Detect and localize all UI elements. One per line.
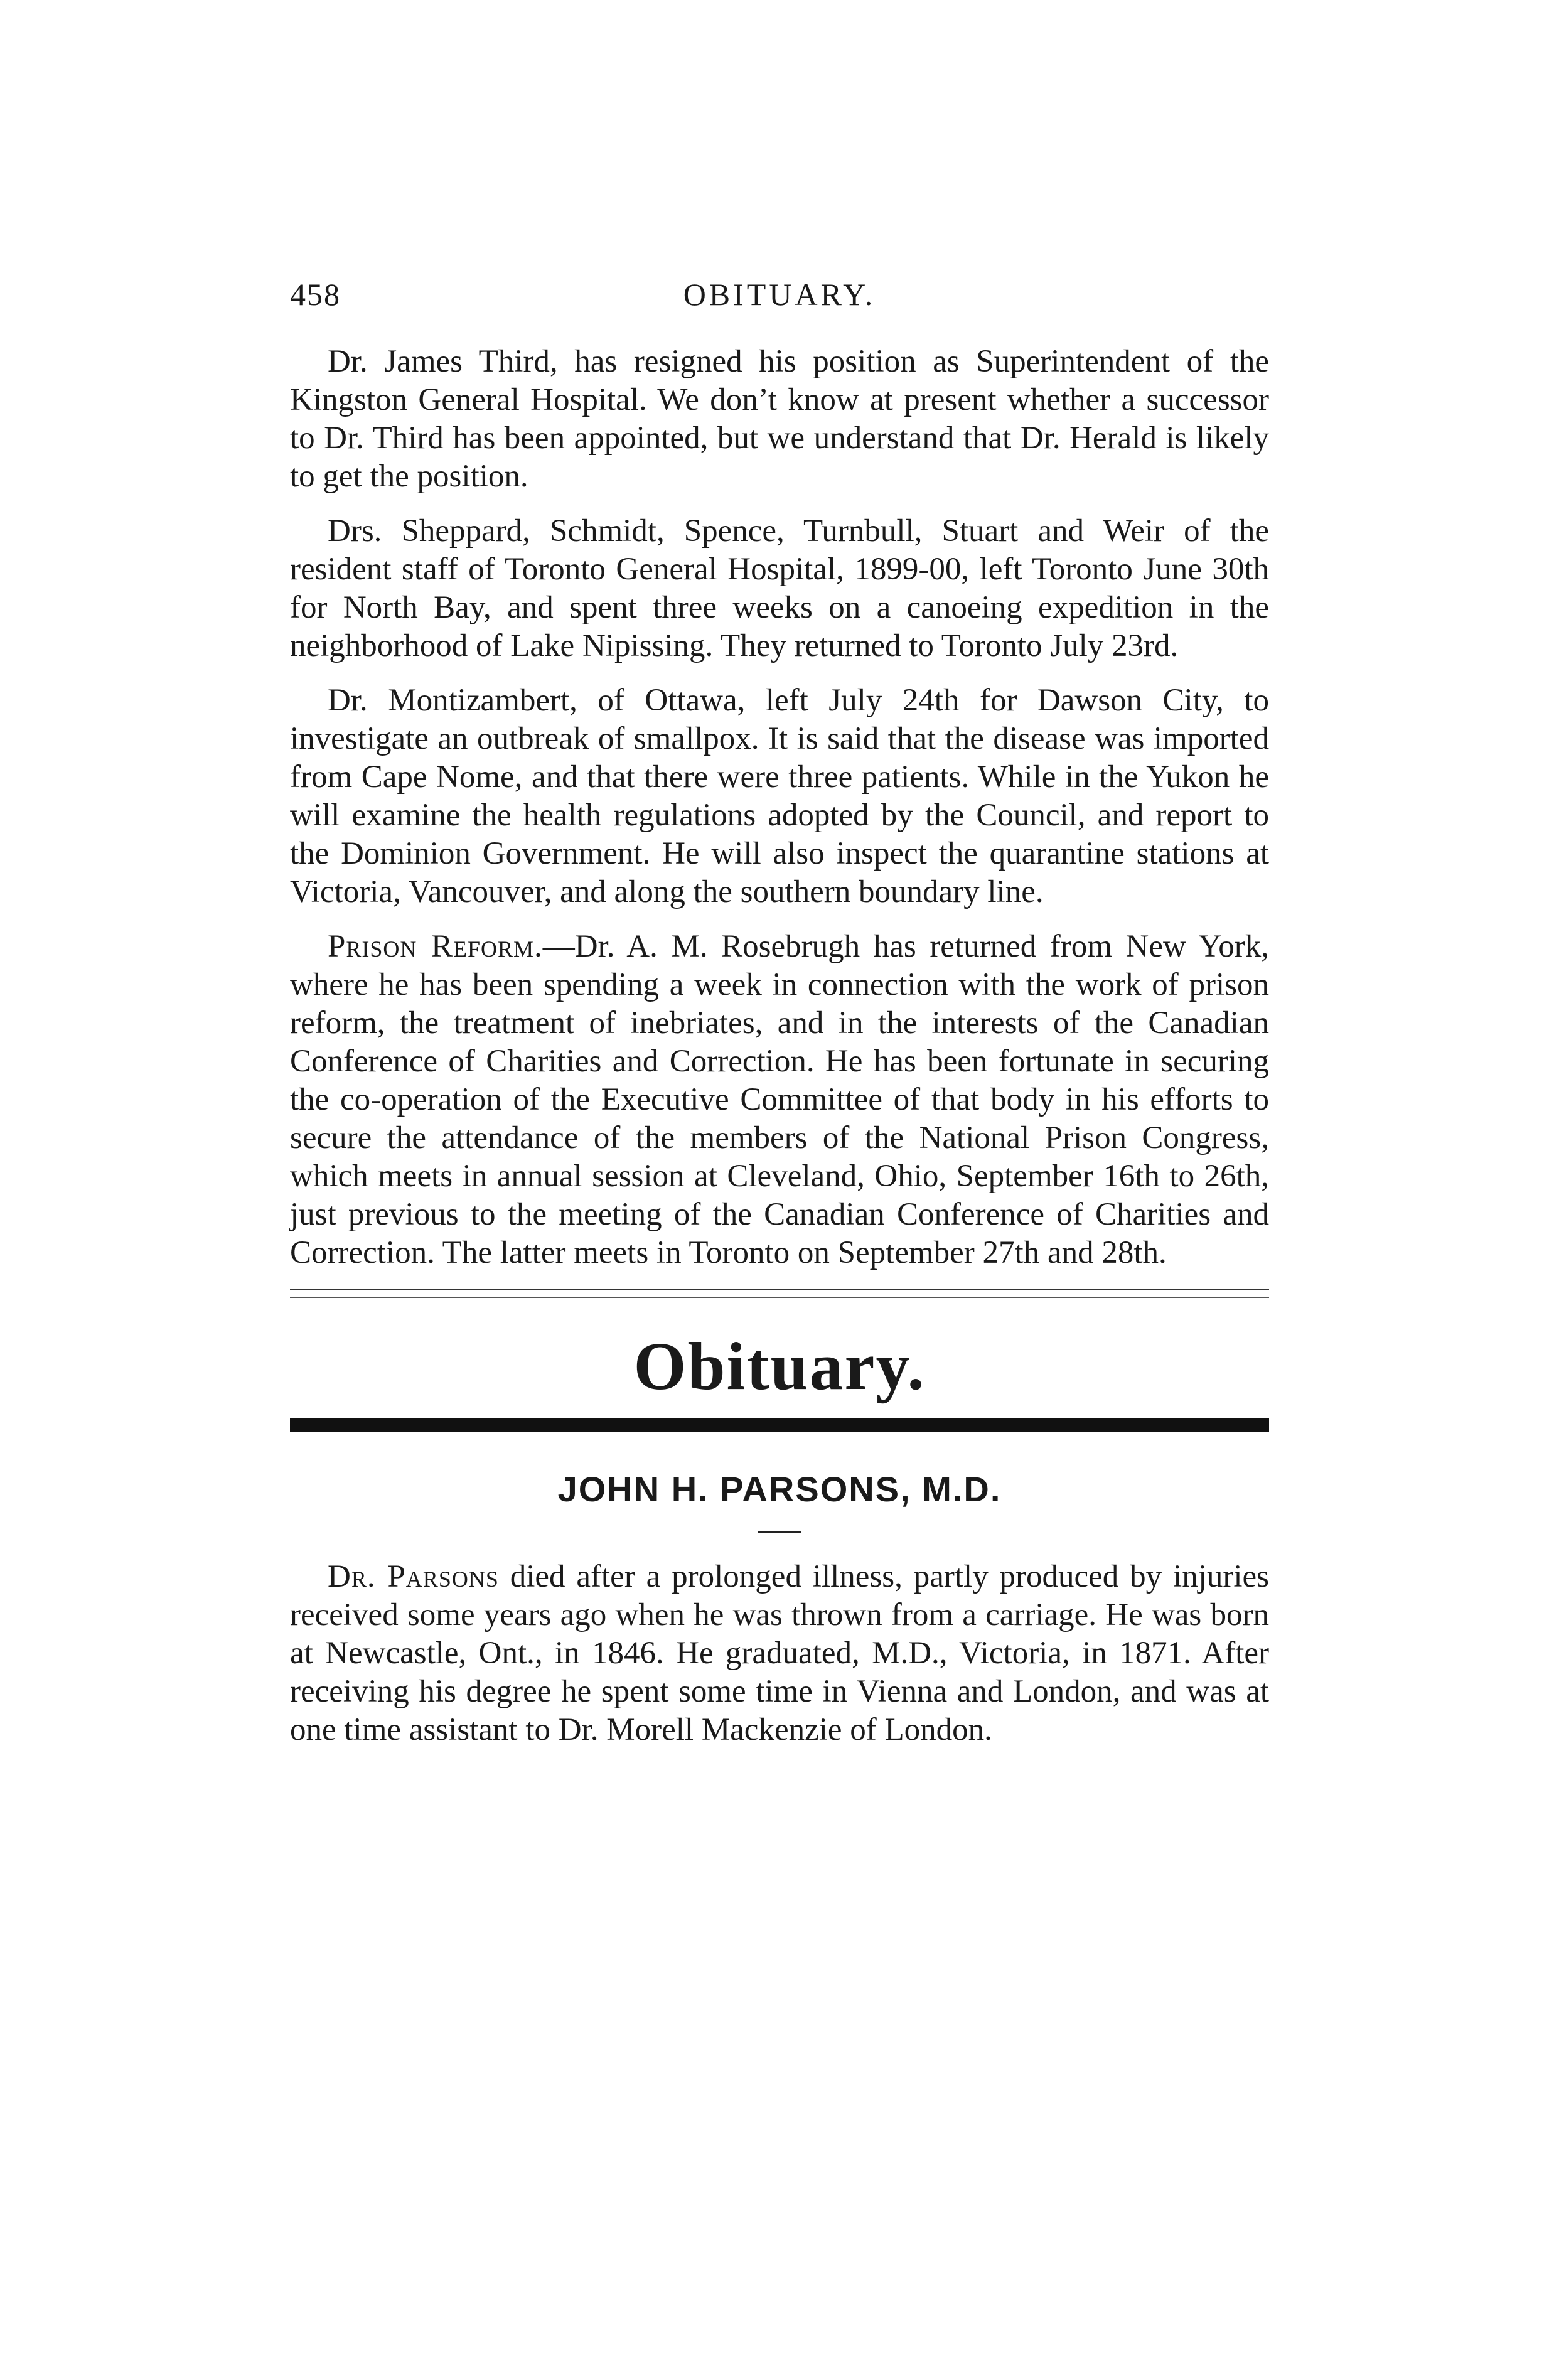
short-rule — [758, 1531, 801, 1533]
journal-page — [290, 276, 1269, 1749]
news-paragraph-third: Dr. James Third, has resigned his position as Superintendent of the Kingston General Hospital. We don’t know at present whether a successor to Dr. Third has been appointed, but we understand that Dr. Herald is likely to get the position. — [290, 344, 1269, 494]
obituary-lead: Dr. Parsons — [328, 1559, 499, 1594]
prison-reform-lead: Prison Reform. — [328, 929, 543, 964]
news-paragraph-prison-reform — [290, 928, 1269, 1272]
heavy-rule — [290, 1418, 1269, 1432]
obituary-text: died after a prolonged illness, partly produced by injuries received some years ago when he was thrown from a carriage. He was born at Newcastle, Ont., in 1846. He graduated, M.D., Victoria, in 1871. After receiving his degree he spent some time in Vienna and London, and was at one time assistant to Dr. Morell Mackenzie of London. — [290, 1559, 1269, 1747]
obituary-paragraph — [290, 1558, 1269, 1749]
running-title: OBITUARY. — [683, 277, 876, 312]
obituary-name: JOHN H. PARSONS, M.D. — [557, 1469, 1002, 1509]
section-divider — [290, 1289, 1269, 1298]
news-paragraph-montizambert: Dr. Montizambert, of Ottawa, left July 24th for Dawson City, to investigate an outbreak of smallpox. It is said that the disease was imported from Cape Nome, and that there were three patients. While in the Yukon he will examine the health regulations adopted by the Council, and report to the Dominion Government. He will also inspect the quarantine stations at Victoria, Vancouver, and along the southern boundary line. — [290, 683, 1269, 909]
news-paragraph-resident-staff: Drs. Sheppard, Schmidt, Spence, Turnbull, Stuart and Weir of the resident staff of Toronto General Hospital, 1899-00, left Toronto June 30th for North Bay, and spent three weeks on a canoeing expedition in the neighborhood of Lake Nipissing. They returned to Toronto July 23rd. — [290, 513, 1269, 663]
prison-reform-text: —Dr. A. M. Rosebrugh has returned from New York, where he has been spending a week in connection with the work of prison reform, the treatment of inebriates, and in the interests of the Canadian Conference of Charities and Correction. He has been fortunate in securing the co-operation of the Executive Committee of that body in his efforts to secure the attendance of the members of the National Prison Congress, which meets in annual session at Cleveland, Ohio, September 16th to 26th, just previous to the meeting of the Canadian Conference of Charities and Correction. The latter meets in Toronto on September 27th and 28th. — [290, 929, 1269, 1270]
obituary-heading: Obituary. — [633, 1329, 926, 1404]
page-number: 458 — [290, 277, 341, 312]
running-head — [290, 276, 1269, 320]
